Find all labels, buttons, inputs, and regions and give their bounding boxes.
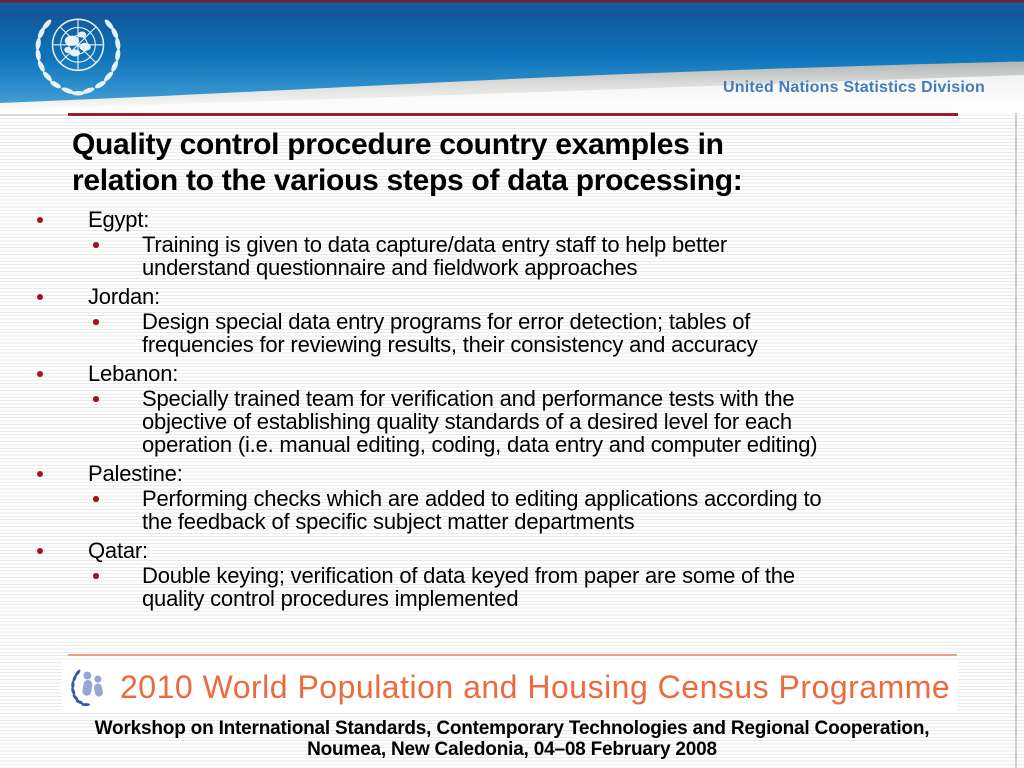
detail-line: understand questionnaire and fieldwork approaches xyxy=(142,255,638,280)
detail-line: objective of establishing quality standards of a desired level for each xyxy=(142,409,792,434)
list-item-jordan xyxy=(0,285,1015,356)
census-programme-label: 2010 World Population and Housing Census Programme xyxy=(120,668,951,705)
slide-title-line-2: relation to the various steps of data processing: xyxy=(72,164,743,197)
country-label: Qatar: xyxy=(88,538,148,563)
list-item-qatar xyxy=(0,539,1015,610)
detail-text xyxy=(142,233,1015,279)
right-edge-line xyxy=(1015,113,1017,768)
detail-line: operation (i.e. manual editing, coding, data entry and computer editing) xyxy=(142,432,818,457)
division-label: United Nations Statistics Division xyxy=(723,79,985,96)
detail-text xyxy=(142,564,1015,610)
detail-line: Performing checks which are added to editing applications according to xyxy=(142,486,822,511)
bullet-icon xyxy=(37,217,43,223)
sub-bullet-icon xyxy=(93,242,99,248)
bullet-icon xyxy=(37,548,43,554)
separator-line-gray xyxy=(0,114,68,116)
bullet-icon xyxy=(37,294,43,300)
sub-bullet-icon xyxy=(93,396,99,402)
bullet-list xyxy=(0,208,1015,616)
detail-line: Training is given to data capture/data entry staff to help better xyxy=(142,232,728,257)
list-item-lebanon xyxy=(0,362,1015,456)
detail-line: frequencies for reviewing results, their consistency and accuracy xyxy=(142,332,758,357)
slide-title xyxy=(72,127,972,199)
bullet-icon xyxy=(37,471,43,477)
separator-line-red xyxy=(68,113,958,116)
detail-text xyxy=(142,487,1015,533)
workshop-caption-line-2: Noumea, New Caledonia, 04–08 February 2008 xyxy=(307,739,717,760)
detail-line: Design special data entry programs for error detection; tables of xyxy=(142,309,751,334)
header-banner xyxy=(0,0,1024,113)
detail-line: Double keying; verification of data keyed from paper are some of the xyxy=(142,563,795,588)
bullet-icon xyxy=(37,371,43,377)
un-emblem-icon xyxy=(24,4,132,106)
sub-bullet-icon xyxy=(93,319,99,325)
country-label: Jordan: xyxy=(88,284,160,309)
census-programme-banner xyxy=(62,661,958,713)
detail-line: Specially trained team for verification and performance tests with the xyxy=(142,386,795,411)
slide-title-line-1: Quality control procedure country examples in xyxy=(72,128,724,161)
sub-bullet-icon xyxy=(93,496,99,502)
workshop-caption xyxy=(0,718,1024,760)
census-wreath-icon xyxy=(68,665,112,709)
country-label: Lebanon: xyxy=(88,361,179,386)
detail-line: quality control procedures implemented xyxy=(142,586,519,611)
detail-text xyxy=(142,387,1015,456)
sub-bullet-icon xyxy=(93,573,99,579)
workshop-caption-line-1: Workshop on International Standards, Contemporary Technologies and Regional Cooperation, xyxy=(94,718,930,739)
footer-rule-line xyxy=(68,654,957,656)
detail-line: the feedback of specific subject matter departments xyxy=(142,509,635,534)
list-item-egypt xyxy=(0,208,1015,279)
detail-text xyxy=(142,310,1015,356)
country-label: Palestine: xyxy=(88,461,183,486)
country-label: Egypt: xyxy=(88,207,150,232)
list-item-palestine xyxy=(0,462,1015,533)
